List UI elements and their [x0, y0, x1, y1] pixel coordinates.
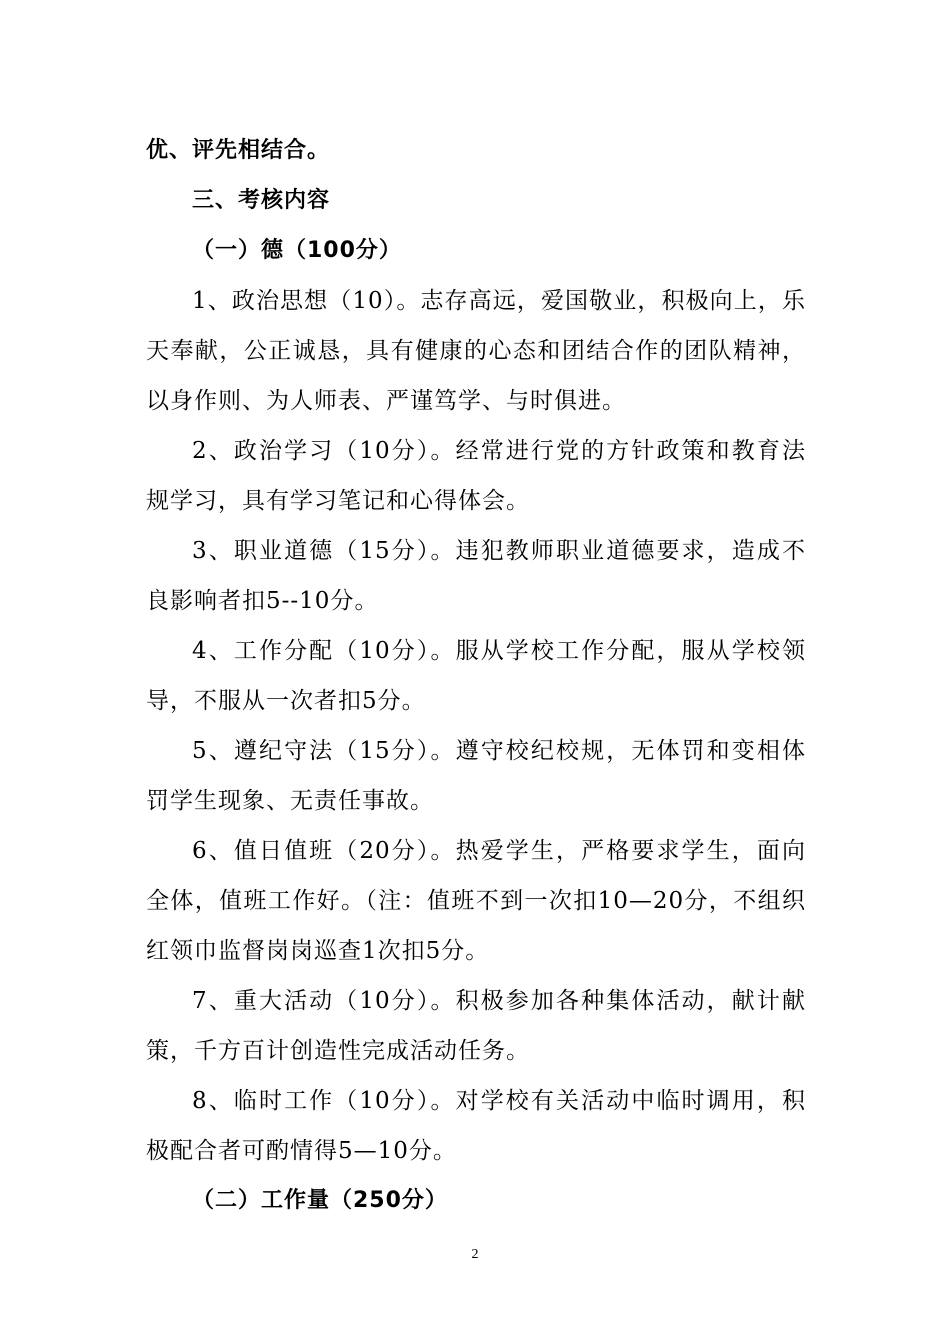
item-2-line-1: 2、政治学习（10分）。经常进行党的方针政策和教育法: [192, 438, 806, 464]
item-3-line-1: 3、职业道德（15分）。违犯教师职业道德要求，造成不: [192, 538, 806, 564]
item-5-line-2: 罚学生现象、无责任事故。: [146, 788, 434, 814]
subsection-heading-workload: （二）工作量（250分）: [192, 1188, 448, 1213]
item-2-line-2: 规学习，具有学习笔记和心得体会。: [146, 488, 530, 514]
item-6-line-1: 6、值日值班（20分）。热爱学生，严格要求学生，面向: [192, 838, 806, 864]
item-3-line-2: 良影响者扣5--10分。: [146, 588, 379, 614]
item-6-line-3: 红领巾监督岗岗巡查1次扣5分。: [146, 938, 490, 964]
text-line-continuation: 优、评先相结合。: [146, 138, 331, 163]
item-4-line-1: 4、工作分配（10分）。服从学校工作分配，服从学校领: [192, 638, 806, 664]
item-7-line-2: 策，千方百计创造性完成活动任务。: [146, 1038, 530, 1064]
item-7-line-1: 7、重大活动（10分）。积极参加各种集体活动，献计献: [192, 988, 806, 1014]
item-1-line-1: 1、政治思想（10）。志存高远，爱国敬业，积极向上，乐: [192, 288, 806, 314]
subsection-heading-morality: （一）德（100分）: [192, 238, 402, 263]
item-8-line-2: 极配合者可酌情得5—10分。: [146, 1138, 457, 1164]
item-5-line-1: 5、遵纪守法（15分）。遵守校纪校规，无体罚和变相体: [192, 738, 806, 764]
item-6-line-2: 全体，值班工作好。（注：值班不到一次扣10—20分，不组织: [146, 888, 806, 914]
item-4-line-2: 导，不服从一次者扣5分。: [146, 688, 426, 714]
section-heading-assessment-content: 三、考核内容: [192, 188, 331, 213]
item-1-line-2: 天奉献，公正诚恳，具有健康的心态和团结合作的团队精神，: [146, 338, 806, 364]
page-number: 2: [471, 1247, 479, 1262]
item-8-line-1: 8、临时工作（10分）。对学校有关活动中临时调用，积: [192, 1088, 806, 1114]
item-1-line-3: 以身作则、为人师表、严谨笃学、与时俱进。: [146, 388, 626, 414]
